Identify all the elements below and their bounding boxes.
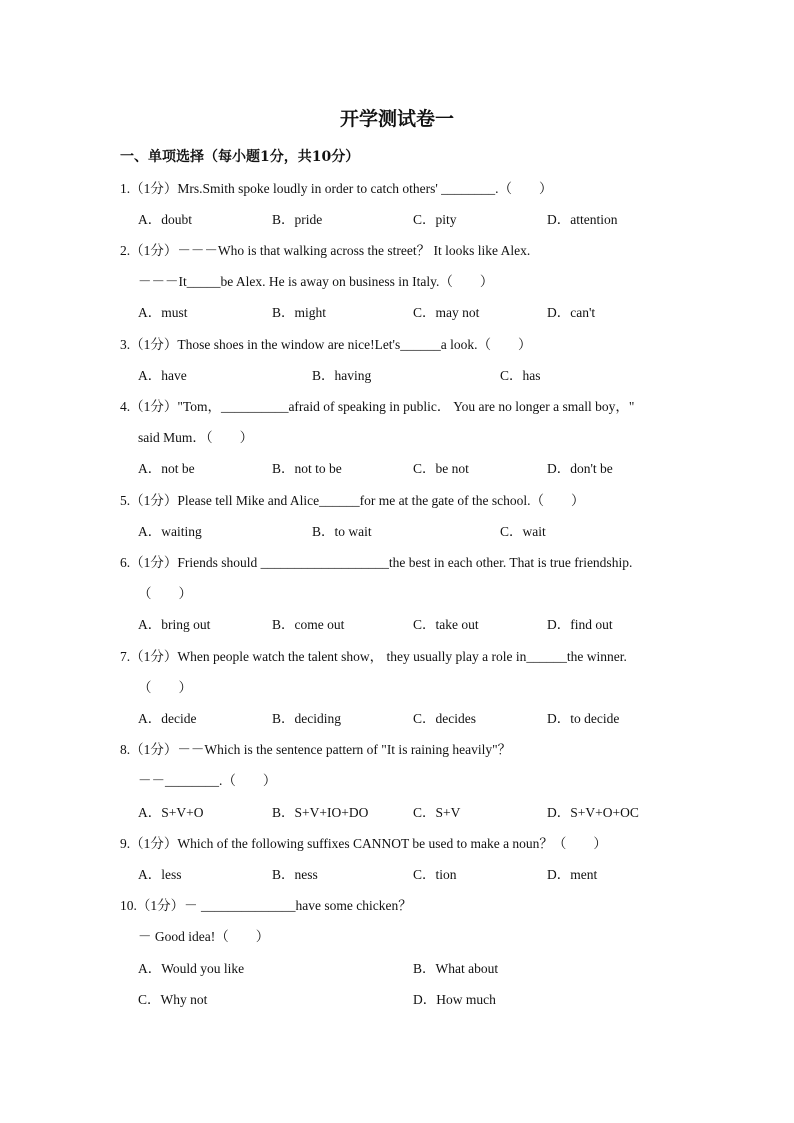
question-2-stem-line-2: －－－It_____be Alex. He is away on business in Italy.（ ） [138,274,494,289]
q8-option-c: C．S+V [413,805,461,820]
q3-option-a: A．have [138,368,187,383]
q9-option-d: D．ment [547,867,598,882]
q8-option-b: B．S+V+IO+DO [272,805,369,820]
q6-option-d: D．find out [547,617,613,632]
q6-option-a: A．bring out [138,617,211,632]
question-6-stem: 6.（1分）Friends should ___________________the best in each other. That is true friendship. [120,555,633,570]
q9-option-c: C．tion [413,867,457,882]
question-9-stem: 9.（1分）Which of the following suffixes CANNOT be used to make a noun？（ ） [120,836,607,851]
q8-option-d: D．S+V+O+OC [547,805,639,820]
question-8-stem: 8.（1分）－－Which is the sentence pattern of "It is raining heavily"？ [120,742,512,757]
q7-option-a: A．decide [138,711,197,726]
question-8-stem-line-2: －－________.（ ） [138,773,277,788]
q10-option-c: C．Why not [138,992,208,1007]
q9-option-a: A．less [138,867,182,882]
q5-option-b: B．to wait [312,524,372,539]
q10-option-b: B．What about [413,961,499,976]
question-5-stem: 5.（1分）Please tell Mike and Alice______for me at the gate of the school.（ ） [120,493,585,508]
q7-option-d: D．to decide [547,711,620,726]
q6-option-b: B．come out [272,617,345,632]
question-10-stem: 10.（1分）－ ______________have some chicken？ [120,898,412,913]
q10-option-d: D．How much [413,992,496,1007]
q1-option-a: A．doubt [138,212,192,227]
q7-option-c: C．decides [413,711,476,726]
question-1-stem: 1.（1分）Mrs.Smith spoke loudly in order to catch others' ________.（ ） [120,181,553,196]
q10-option-a: A．Would you like [138,961,245,976]
question-4-stem: 4.（1分）"Tom，__________afraid of speaking in public． You are no longer a small boy，" [120,399,635,414]
q2-option-c: C．may not [413,305,480,320]
q6-option-c: C．take out [413,617,479,632]
q8-option-a: A．S+V+O [138,805,204,820]
q5-option-a: A．waiting [138,524,202,539]
question-4-stem-line-2: said Mum．（ ） [138,430,254,445]
q4-option-d: D．don't be [547,461,613,476]
q7-option-b: B．deciding [272,711,341,726]
q1-option-c: C．pity [413,212,457,227]
question-10-stem-line-2: － Good idea!（ ） [138,929,270,944]
question-6-stem-line-2: （ ） [138,586,192,601]
q4-option-c: C．be not [413,461,469,476]
q1-option-b: B．pride [272,212,323,227]
q2-option-b: B．might [272,305,327,320]
q5-option-c: C．wait [500,524,546,539]
q1-option-d: D．attention [547,212,618,227]
question-7-stem-line-2: （ ） [138,680,192,695]
q4-option-b: B．not to be [272,461,342,476]
q2-option-d: D．can't [547,305,596,320]
question-7-stem: 7.（1分）When people watch the talent show， they usually play a role in______the winner. [120,649,627,664]
q3-option-c: C．has [500,368,541,383]
q4-option-a: A．not be [138,461,195,476]
section-heading: 一、单项选择（每小题1分，共10分） [120,149,360,165]
q3-option-b: B．having [312,368,372,383]
question-2-stem: 2.（1分）－－－Who is that walking across the street？ It looks like Alex. [120,243,531,258]
page-title: 开学测试卷一 [339,108,454,130]
q9-option-b: B．ness [272,867,318,882]
q2-option-a: A．must [138,305,188,320]
question-3-stem: 3.（1分）Those shoes in the window are nice!Let's______a look.（ ） [120,337,532,352]
